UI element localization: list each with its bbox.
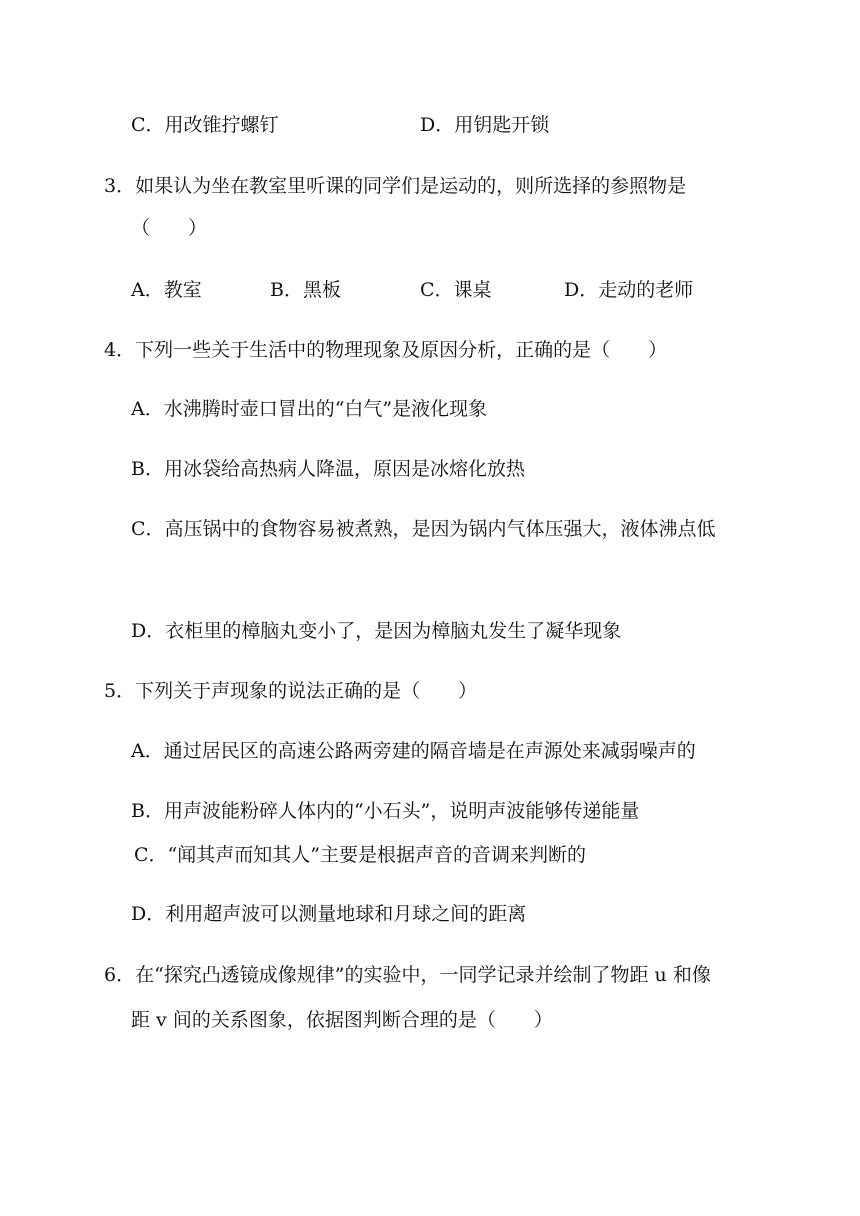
- q3-option-d: D．走动的老师: [564, 279, 694, 301]
- q4-stem: 4．下列一些关于生活中的物理现象及原因分析，正确的是（ ）: [104, 339, 668, 361]
- q5-option-c: C．“闻其声而知其人”主要是根据声音的音调来判断的: [134, 844, 586, 866]
- q6-stem-line2: 距 v 间的关系图象，依据图判断合理的是（ ）: [131, 1009, 553, 1031]
- q3-stem-line2: （ ）: [131, 217, 208, 239]
- q2-option-d: D．用钥匙开锁: [420, 114, 550, 136]
- q5-stem: 5．下列关于声现象的说法正确的是（ ）: [104, 680, 478, 702]
- q4-option-c: C．高压锅中的食物容易被煮熟，是因为锅内气体压强大，液体沸点低: [131, 518, 716, 540]
- q3-stem-line1: 3．如果认为坐在教室里听课的同学们是运动的，则所选择的参照物是: [104, 175, 687, 197]
- q4-option-b: B．用冰袋给高热病人降温，原因是冰熔化放热: [131, 458, 525, 480]
- q3-option-b: B．黑板: [270, 279, 341, 301]
- q3-option-a: A．教室: [131, 279, 202, 301]
- q2-option-c: C．用改锥拧螺钉: [131, 114, 279, 136]
- q4-option-d: D．衣柜里的樟脑丸变小了，是因为樟脑丸发生了凝华现象: [131, 620, 622, 642]
- q4-option-a: A．水沸腾时壶口冒出的“白气”是液化现象: [131, 398, 488, 420]
- q5-option-a: A．通过居民区的高速公路两旁建的隔音墙是在声源处来减弱噪声的: [131, 740, 696, 762]
- q6-stem-line1: 6．在“探究凸透镜成像规律”的实验中，一同学记录并绘制了物距 u 和像: [104, 964, 711, 986]
- q5-option-d: D．利用超声波可以测量地球和月球之间的距离: [131, 903, 527, 925]
- q3-option-c: C．课桌: [420, 279, 492, 301]
- q5-option-b: B．用声波能粉碎人体内的“小石头”，说明声波能够传递能量: [131, 800, 640, 822]
